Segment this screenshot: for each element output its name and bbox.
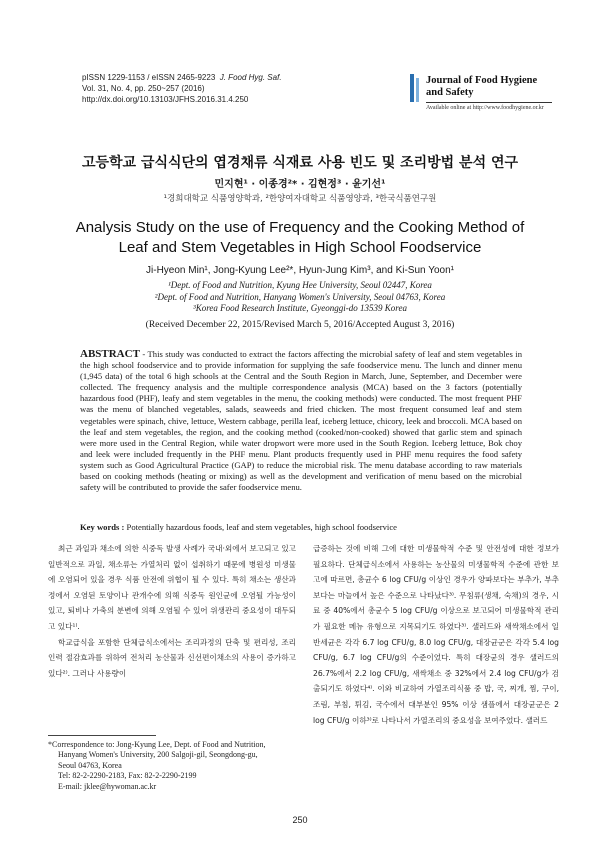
volume-text: Vol. 31, No. 4, pp. 250~257 (2016) [82,84,205,93]
footnote-divider [48,735,156,736]
footnote-email[interactable]: E-mail: jklee@hywoman.ac.kr [58,781,157,791]
abstract [80,349,522,493]
footnote-line: Hanyang Women's University, 200 Salgoji-gil, Seongdong-gu, [58,750,258,760]
received-dates: (Received December 22, 2015/Revised March 5, 2016/Accepted August 3, 2016) [145,320,455,330]
page-number: 250 [292,815,308,825]
logo-title-line2: and Safety [426,87,474,98]
body-paragraph: 최근 과일과 채소에 의한 식중독 발생 사례가 국내·외에서 보고되고 있고 일반적으로 과일, 채소류는 가열처리 없이 섭취하기 때문에 병원성 미생물에 오염되어 있을 경우 식품 안전에 위협이 될 수 있다. 특히 채소는 생산과정에서 오염된 토양이나 관개수에 의해 식중독 원인균에 오염될 가능성이 있고, 퇴비나 가축의 분변에 의해 오염될 수 있어 위생관리 중요성이 대두되고 있다¹⁾. [48,544,296,631]
body-column-left [48,541,296,681]
abstract-text: - This study was conducted to extract the factors affecting the microbial safety of leaf and stem vegetables in the high school foodservice and to provide information for supplying the safe foodservice menu. The lunch and dinner menu (1,945 data) of the total 6 high schools at the Central and the South Region in March, June, September, and December were collected. The frequency analysis and the multiple correspondence analysis (MCA) based on the 3 factors (potentially hazardous food (PHF), leafy and stem vegetables in the menu, the cooking methods) were conducted. The most frequent PHF was the menu of blanched vegetables, salads, seaweeds and fried chicken. The most frequent consumed leaf and stem vegetables were spinach, chive, lettuce, Western cabbage, perilla leaf, iceberg lettuce, chicory, leek and broccoli. MCA based on the leaf and stem vegetables, the region, and the cooking method (cooked/non-cooked) showed that garlic stem and spinach were more used in the Central Region, while water dropwort were more used in the South Region. Iceberg lettuce, Bok choy and leek were included frequently in the PHF menu. Plant products frequently used in PHF menu requires the food safety system such as Good Agricultural Practice (GAP) to reduce the microbial risk. The menu database according to raw materials based on cooking methods (heating or mixing) as well as the development and verification of menu based on the microbial safety will be contributed to provide the safer foodservice menu. [80,349,522,493]
affiliation-3: ³Korea Food Research Institute, Gyeonggi-do 13539 Korea [193,303,407,313]
korean-affiliations: ¹경희대학교 식품영양학과, ²한양여자대학교 식품영양과, ³한국식품연구원 [163,194,437,204]
english-authors: Ji-Hyeon Min¹, Jong-Kyung Lee²*, Hyun-Jung Kim³, and Ki-Sun Yoon¹ [146,265,454,276]
keywords [80,522,522,532]
body-paragraph: 급증하는 것에 비해 그에 대한 미생물학적 수준 및 안전성에 대한 정보가 필요하다. 단체급식소에서 사용하는 농산물의 미생물학적 수준에 관한 보고에 따르면, 총균수 6 log CFU/g 이상인 경우가 양파보다는 부추가, 부추보다는 마늘에서 높은 수준으로 나타났다³⁾. 무침류(생채, 숙채)의 경우, 시료 중 40%에서 총균수 5 log CFU/g 이상으로 보고되어 미생물학적 관리가 필요한 메뉴 유형으로 지목되기도 하였다³⁾. 샐러드와 새싹채소에서 일반세균은 각각 6.7 log CFU/g, 8.0 log CFU/g, 대장균군은 각각 5.4 log CFU/g, 6.7 log CFU/g의 수준이었다. 특히 대장균의 경우 샐러드의 26.7%에서 2.2 log CFU/g, 새싹채소 중 32%에서 2.4 log CFU/g가 검출되기도 하였다⁴⁾. 이와 비교하여 가열조리식품 중 밥, 국, 찌개, 찜, 구이, 조림, 부침, 튀김, 국수에서 대부분인 95% 이상 샘플에서 대장균군은 2 log CFU/g 이하³⁾로 나타나서 가열조리의 중요성을 보여주었다. 샐러드 [313,544,559,725]
logo-available-online[interactable]: Available online at http://www.foodhygiene.or.kr [426,105,544,111]
korean-authors: 민지현¹ · 이종경²* · 김현정³ · 윤기선¹ [214,179,386,190]
keywords-label: Key words : [80,522,125,532]
affiliation-2: ²Dept. of Food and Nutrition, Hanyang Women's University, Seoul 04763, Korea [154,291,446,302]
english-affiliations [0,280,600,315]
journal-logo-icon [410,74,422,102]
logo-title-line1: Journal of Food Hygiene [426,75,538,86]
correspondence-footnote [48,740,298,792]
abstract-label: ABSTRACT [80,348,140,360]
logo-divider [426,102,552,103]
footnote-line: Seoul 04763, Korea [58,760,122,770]
korean-title: 고등학교 급식식단의 엽경채류 식재료 사용 빈도 및 조리방법 분석 연구 [81,155,519,171]
doi-link[interactable]: http://dx.doi.org/10.13103/JFHS.2016.31.4.250 [82,95,249,104]
body-column-right [313,541,559,728]
journal-logo [410,74,552,114]
english-title-line2: Leaf and Stem Vegetables in High School Foodservice [118,239,482,256]
keywords-text: Potentially hazardous foods, leaf and stem vegetables, high school foodservice [124,522,397,532]
journal-header [82,72,282,105]
journal-abbrev: J. Food Hyg. Saf. [219,73,282,82]
footnote-line: *Correspondence to: Jong-Kyung Lee, Dept. of Food and Nutrition, [48,740,266,749]
english-title [40,218,560,258]
affiliation-1: ¹Dept. of Food and Nutrition, Kyung Hee University, Seoul 02447, Korea [168,280,432,290]
english-title-line1: Analysis Study on the use of Frequency and the Cooking Method of [75,219,525,236]
footnote-line: Tel: 82-2-2290-2183, Fax: 82-2-2290-2199 [58,771,197,781]
issn-text: pISSN 1229-1153 / eISSN 2465-9223 [82,73,216,82]
body-paragraph: 학교급식을 포함한 단체급식소에서는 조리과정의 단축 및 편리성, 조리인력 절감효과를 위하여 전처리 농산물과 신선편이채소의 사용이 증가하고 있다²⁾. 그러나 사용량이 [48,637,296,678]
